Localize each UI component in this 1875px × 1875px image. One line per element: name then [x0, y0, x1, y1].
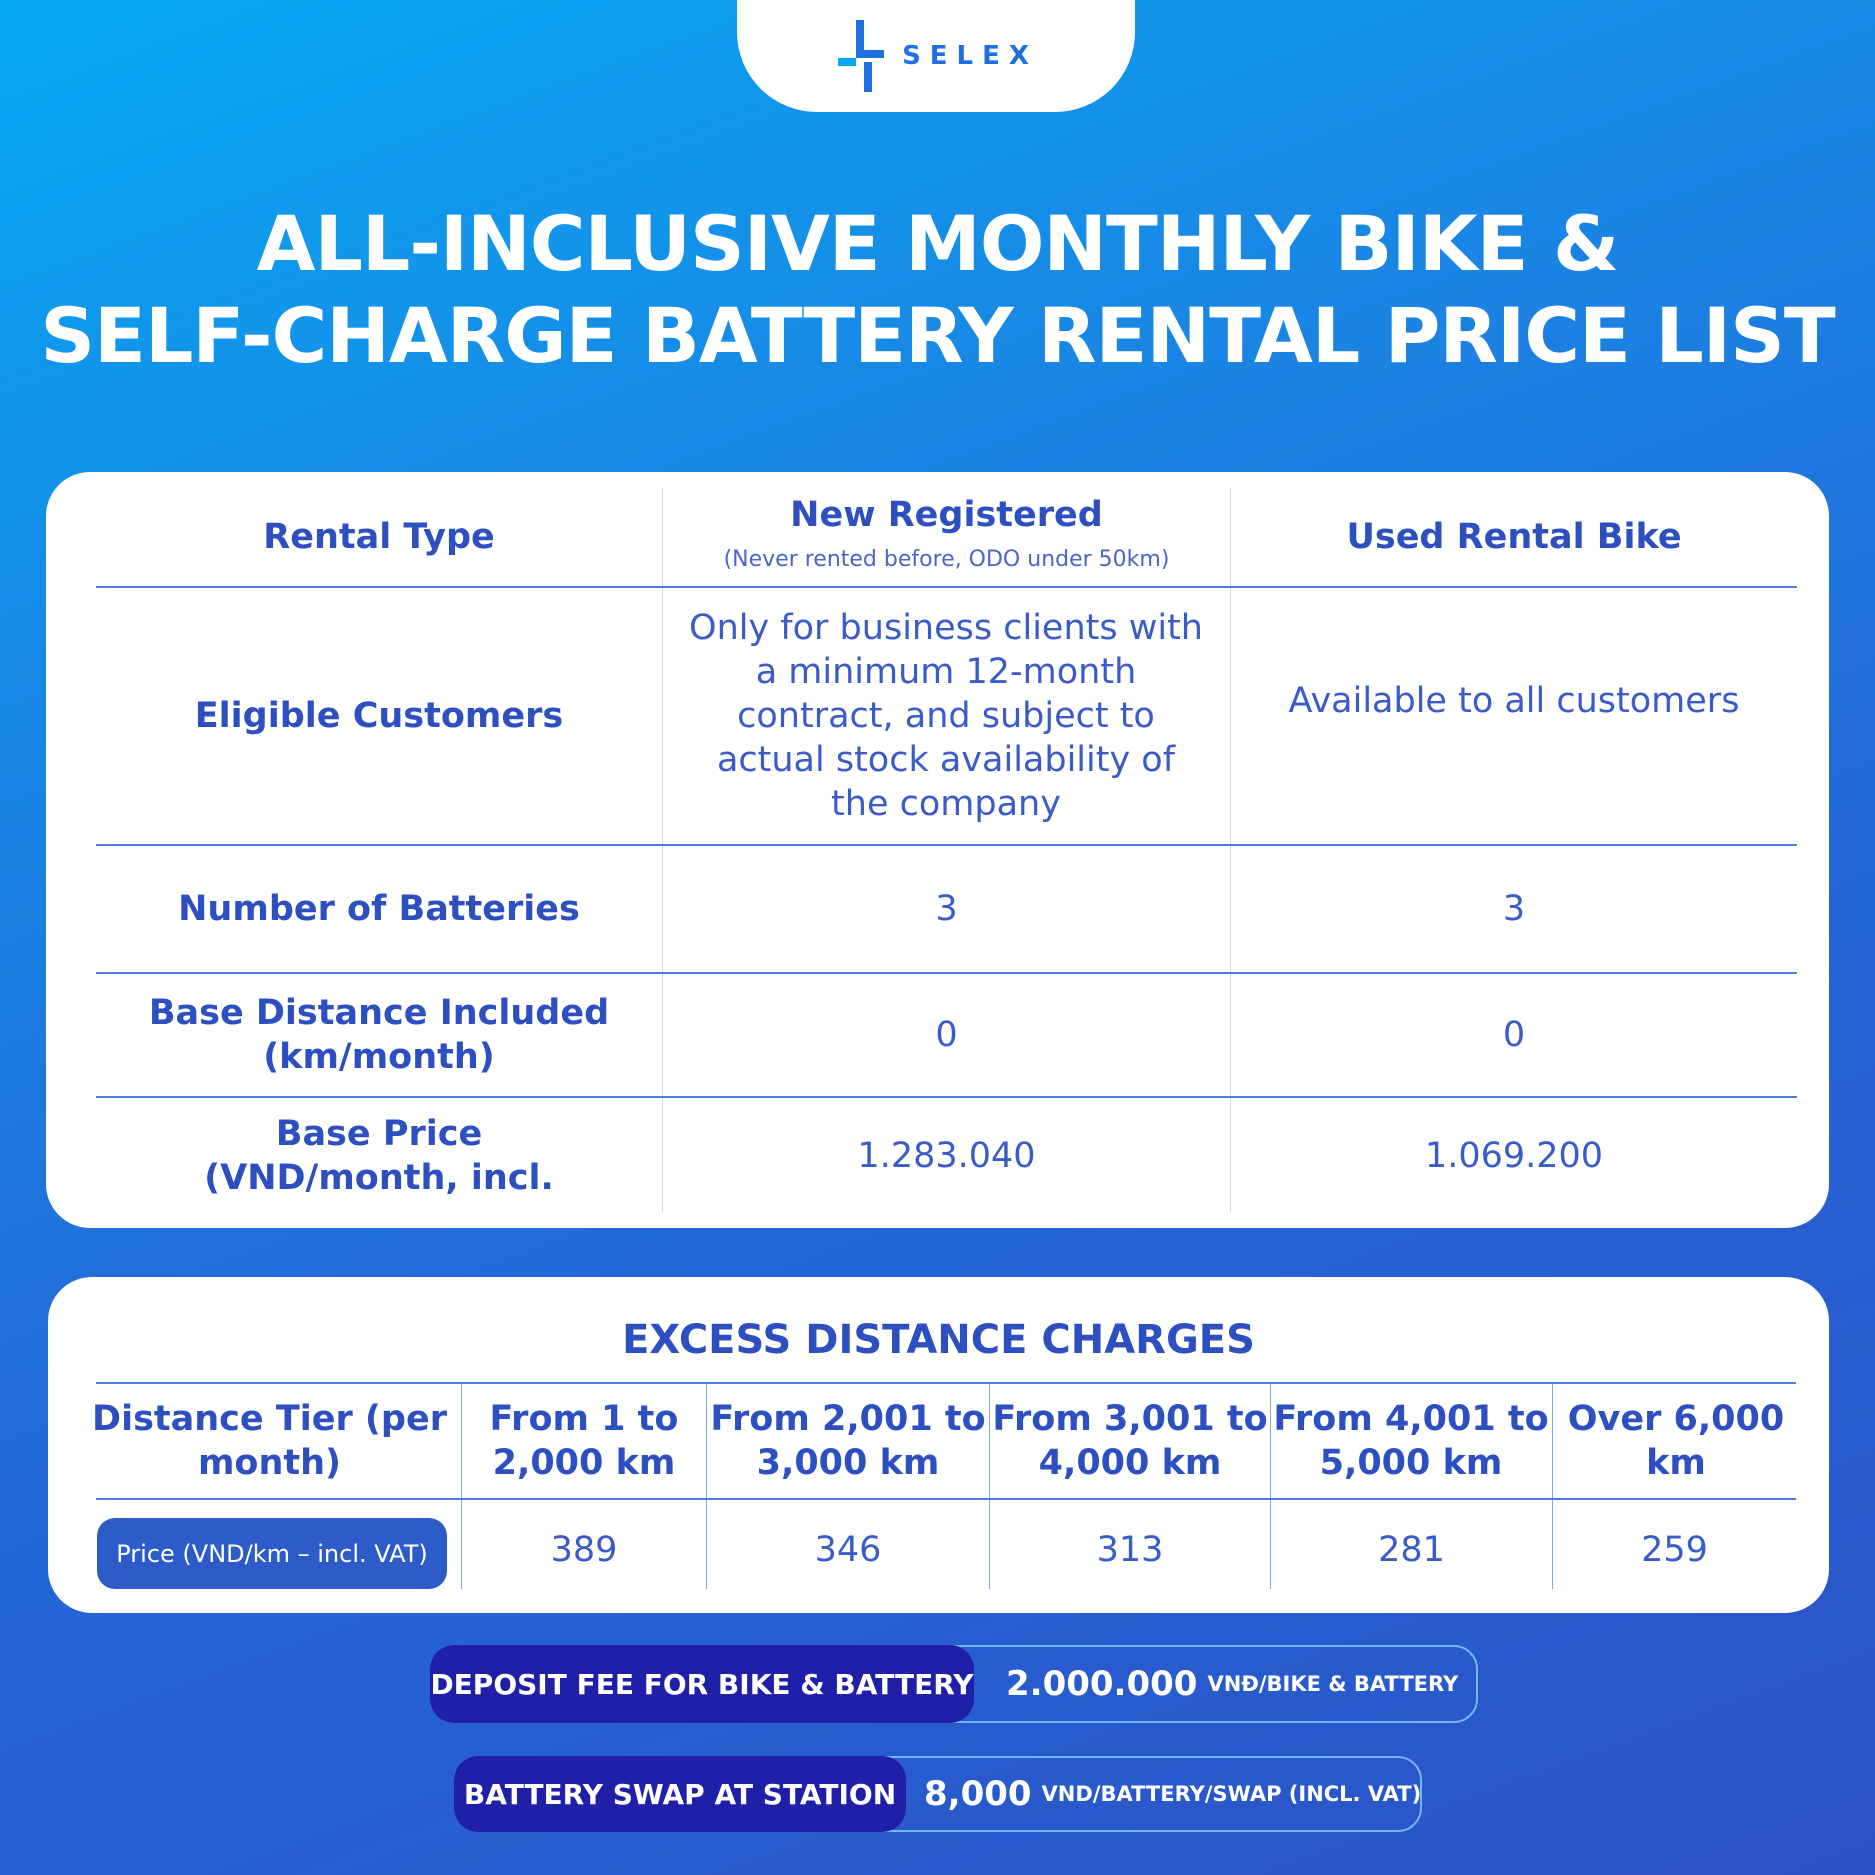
header-used-rental-bike — [1231, 488, 1797, 586]
cell-value: Available to all customers — [1288, 681, 1740, 721]
table-cell — [663, 846, 1230, 972]
header-label: New Registered — [790, 495, 1103, 535]
tier-name: From 3,001 to 4,000 km — [992, 1399, 1268, 1483]
swap-amount: 8,000 — [924, 1774, 1032, 1814]
rental-table-card — [46, 472, 1829, 1228]
table-cell — [663, 1098, 1230, 1214]
swap-label: BATTERY SWAP AT STATION — [454, 1756, 906, 1832]
swap-value — [924, 1758, 1421, 1830]
price-label-pill: Price (VND/km – incl. VAT) — [97, 1518, 447, 1589]
cell-value: 1.069.200 — [1424, 1136, 1604, 1176]
tier-name: From 2,001 to 3,000 km — [710, 1399, 986, 1483]
tier-price — [1553, 1500, 1796, 1600]
swap-unit: VND/BATTERY/SWAP (INCL. VAT) — [1041, 1782, 1422, 1806]
tier-header — [1273, 1384, 1549, 1498]
cell-value: Only for business clients with a minimum 12-month contract, and subject to actual stock availability of the company — [689, 608, 1203, 824]
tier-label: Distance Tier (per month) — [92, 1399, 447, 1483]
table-cell — [1231, 588, 1797, 814]
logo-tab — [737, 0, 1135, 112]
deposit-pill — [430, 1645, 1478, 1723]
table-row-label — [96, 846, 662, 972]
row-label: Eligible Customers — [194, 696, 564, 736]
table-cell — [1231, 846, 1797, 972]
swap-pill — [454, 1756, 1422, 1832]
selex-logo-icon — [834, 16, 888, 96]
deposit-unit: VNĐ/BIKE & BATTERY — [1207, 1672, 1459, 1696]
table-cell — [1231, 1098, 1797, 1214]
tier-header — [992, 1384, 1268, 1498]
title-line-1: ALL-INCLUSIVE MONTHLY BIKE & — [256, 199, 1619, 288]
header-label: Used Rental Bike — [1346, 517, 1682, 557]
table-row-label — [126, 974, 632, 1096]
table-cell — [1231, 974, 1797, 1096]
price-value: 281 — [1378, 1530, 1445, 1570]
page-title — [0, 198, 1875, 382]
tier-header — [1556, 1384, 1796, 1498]
table-row-label — [96, 588, 662, 844]
cell-value: 3 — [935, 889, 958, 929]
tier-price — [462, 1500, 706, 1600]
tier-price — [707, 1500, 989, 1600]
tier-header — [468, 1384, 700, 1498]
header-rental-type — [96, 488, 662, 586]
cell-value: 0 — [1502, 1015, 1526, 1055]
tier-header — [710, 1384, 986, 1498]
tier-price — [990, 1500, 1270, 1600]
cell-value: 0 — [935, 1015, 958, 1055]
cell-value: 3 — [1502, 889, 1526, 929]
deposit-label: DEPOSIT FEE FOR BIKE & BATTERY — [430, 1645, 974, 1723]
tier-name: Over 6,000 km — [1567, 1399, 1785, 1483]
header-label: Rental Type — [263, 517, 495, 557]
excess-title: EXCESS DISTANCE CHARGES — [622, 1317, 1255, 1363]
price-value: 346 — [814, 1530, 882, 1570]
row-label: Base Price (VND/month, incl. — [204, 1114, 554, 1198]
title-line-2: SELF-CHARGE BATTERY RENTAL PRICE LIST — [40, 291, 1835, 380]
header-sublabel: (Never rented before, ODO under 50km) — [723, 547, 1170, 572]
table-row-label — [166, 1098, 592, 1214]
table-cell — [686, 588, 1206, 844]
tier-name: From 1 to 2,000 km — [489, 1399, 679, 1483]
logo-text: SELEX — [902, 41, 1038, 71]
cell-value: 1.283.040 — [857, 1136, 1036, 1176]
tier-price — [1271, 1500, 1552, 1600]
excess-charges-card — [48, 1277, 1829, 1613]
price-value: 389 — [550, 1530, 618, 1570]
header-new-registered — [663, 482, 1230, 586]
tier-header-label — [78, 1384, 461, 1498]
price-value: 313 — [1096, 1530, 1164, 1570]
table-cell — [663, 974, 1230, 1096]
deposit-value — [1006, 1647, 1458, 1721]
row-label: Base Distance Included (km/month) — [148, 993, 610, 1077]
deposit-amount: 2.000.000 — [1006, 1664, 1198, 1704]
price-value: 259 — [1641, 1530, 1708, 1570]
row-label: Number of Batteries — [178, 889, 580, 929]
tier-name: From 4,001 to 5,000 km — [1273, 1399, 1549, 1483]
